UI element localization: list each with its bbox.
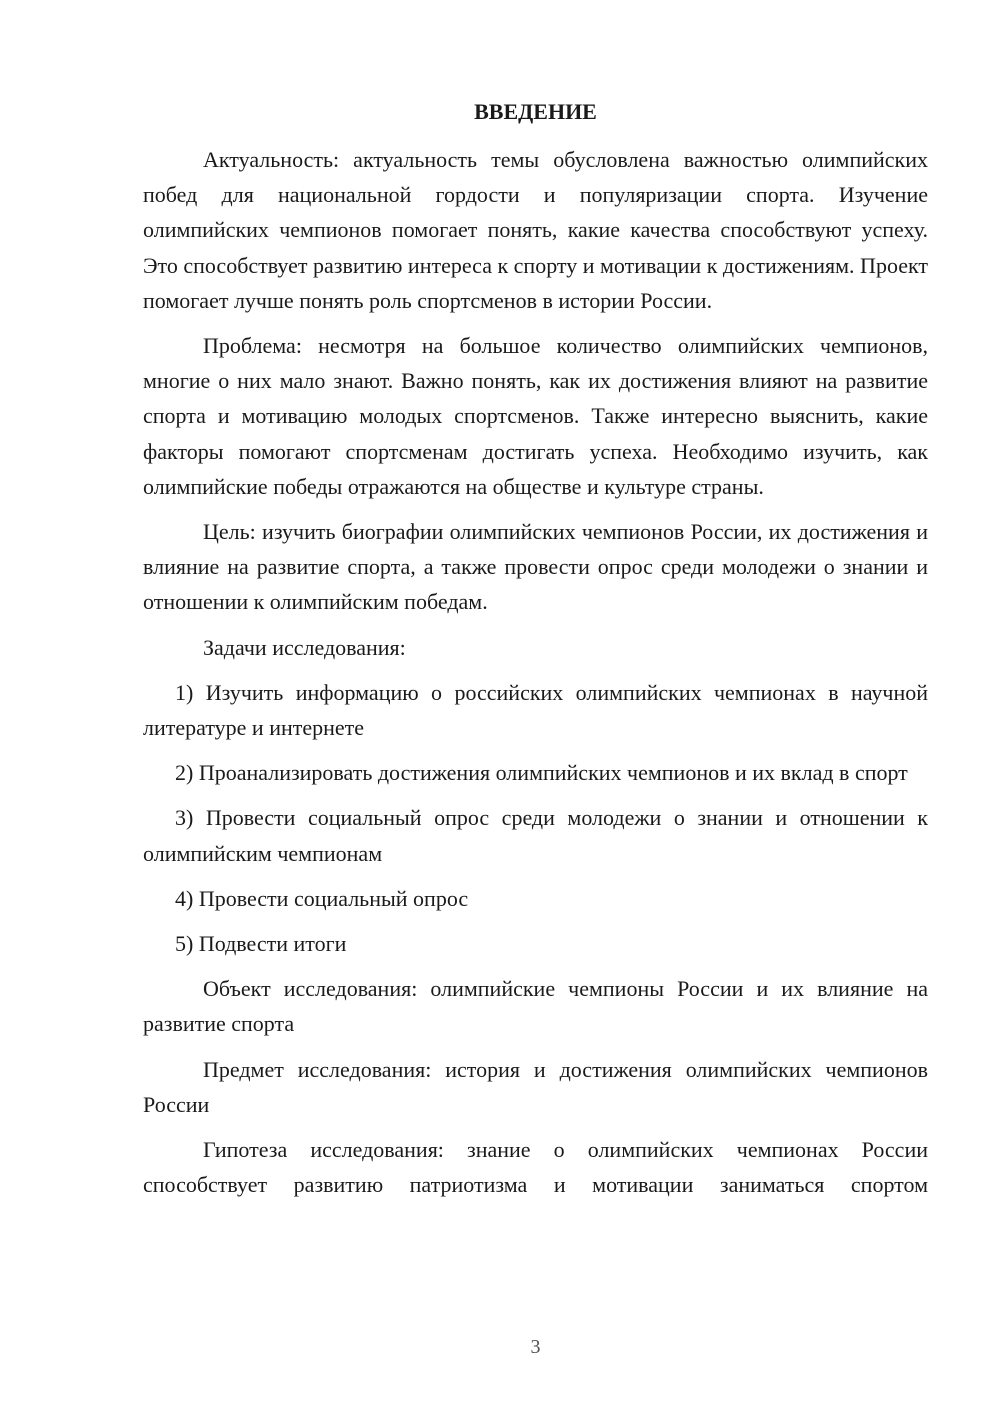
task-item-4: 4) Провести социальный опрос — [175, 885, 469, 911]
tasks-title: Задачи исследования: — [203, 634, 406, 660]
task-item-5: 5) Подвести итоги — [175, 931, 347, 957]
page-number: 3 — [530, 1336, 541, 1358]
paragraph-subject: Предмет исследования: история и достижения олимпийских чемпионов России — [143, 1056, 928, 1117]
task-item-1: 1) Изучить информацию о российских олимпийских чемпионах в научной литературе и интернете — [143, 679, 928, 741]
document-page — [143, 0, 928, 1414]
paragraph-object: Объект исследования: олимпийские чемпионы России и их влияние на развитие спорта — [143, 976, 928, 1037]
paragraph-hypothesis: Гипотеза исследования: знание о олимпийских чемпионах России способствует развитию патриотизма и мотивации заниматься спортом — [143, 1137, 928, 1198]
paragraph-relevance: Актуальность: актуальность темы обусловлена важностью олимпийских побед для национальной гордости и популяризации спорта. Изучение олимпийских чемпионов помогает понять, какие качества способствуют успеху. Это способствует развитию интереса к спорту и мотивации к достижениям. Проект помогает лучше понять роль спортсменов в истории России. — [143, 147, 928, 313]
document-body — [143, 142, 928, 1212]
task-item-2: 2) Проанализировать достижения олимпийских чемпионов и их вклад в спорт — [175, 760, 908, 786]
section-heading: ВВЕДЕНИЕ — [474, 99, 597, 124]
paragraph-problem: Проблема: несмотря на большое количество олимпийских чемпионов, многие о них мало знают. Важно понять, как их достижения влияют на развитие спорта и мотивацию молодых спортсменов. Также интересно выяснить, какие факторы помогают спортсменам достигать успеха. Необходимо изучить, как олимпийские победы отражаются на обществе и культуре страны. — [143, 333, 928, 499]
paragraph-goal: Цель: изучить биографии олимпийских чемпионов России, их достижения и влияние на развитие спорта, а также провести опрос среди молодежи о знании и отношении к олимпийским победам. — [143, 519, 928, 615]
task-item-3: 3) Провести социальный опрос среди молодежи о знании и отношении к олимпийским чемпионам — [143, 805, 928, 866]
